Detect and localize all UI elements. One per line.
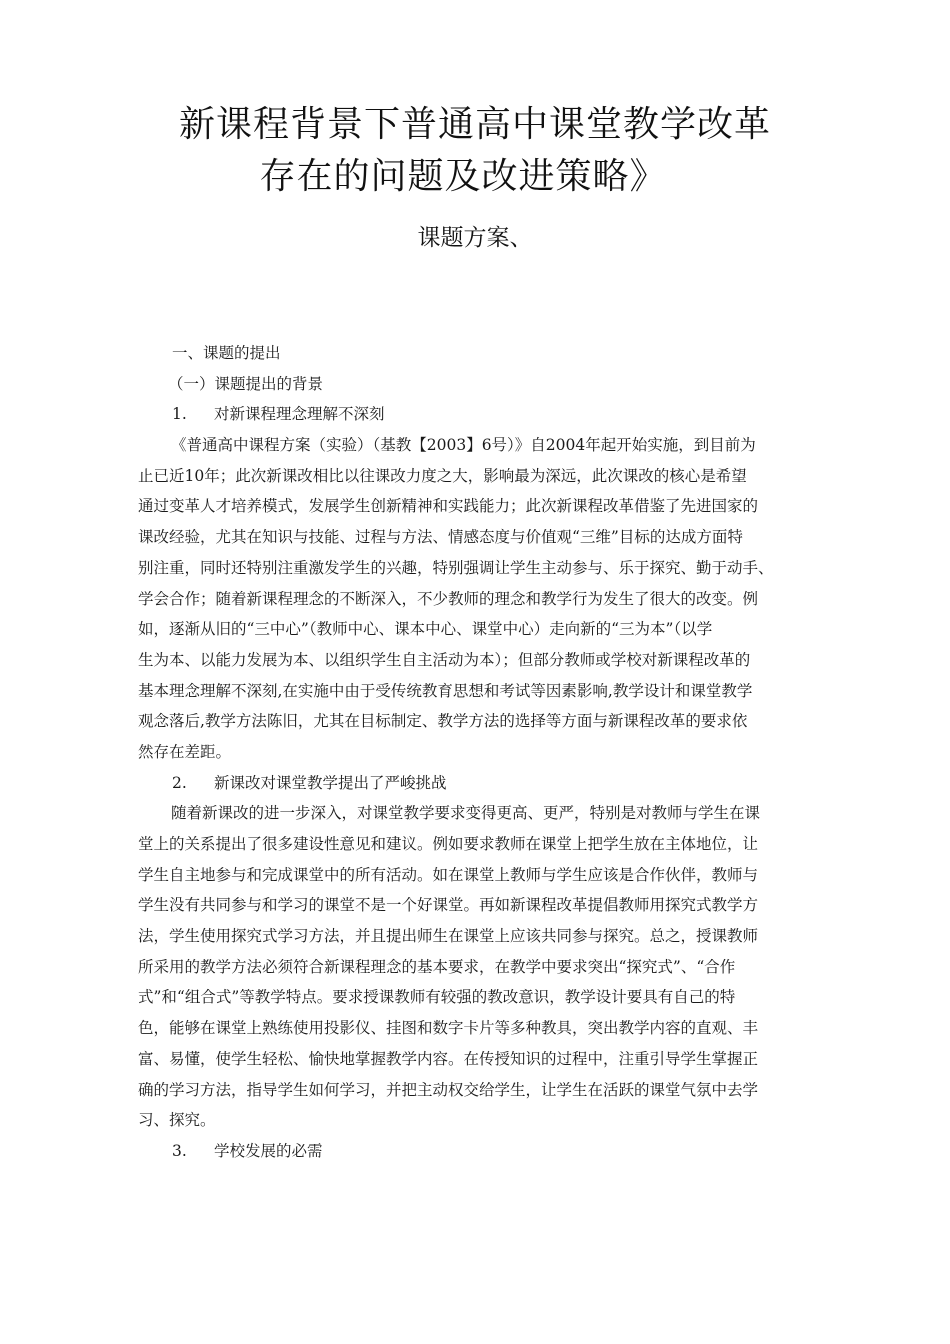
- list-item-3-text: 学校发展的必需: [214, 1141, 323, 1160]
- paragraph-1-line: 然存在差距。: [138, 742, 232, 761]
- list-item-2-text: 新课改对课堂教学提出了严峻挑战: [214, 773, 447, 792]
- paragraph-2-line: 习、探究。: [138, 1111, 216, 1130]
- paragraph-2-line: 富、易懂，使学生轻松、愉快地掌握教学内容。在传授知识的过程中，注重引导学生掌握正: [138, 1049, 759, 1068]
- title-line-2: 存在的问题及改进策略》: [259, 156, 667, 197]
- list-item-3-number: 3.: [172, 1141, 187, 1160]
- list-item-3: [138, 1136, 828, 1167]
- paragraph-2-line: 学生没有共同参与和学习的课堂不是一个好课堂。再如新课程改革提倡教师用探究式教学方: [138, 896, 759, 915]
- paragraph-1-line: 通过变革人才培养模式，发展学生创新精神和实践能力；此次新课程改革借鉴了先进国家的: [138, 497, 759, 516]
- paragraph-1-line: 学会合作；随着新课程理念的不断深入，不少教师的理念和教学行为发生了很大的改变。例: [138, 589, 759, 608]
- paragraph-1-line: 观念落后,教学方法陈旧，尤其在目标制定、教学方法的选择等方面与新课程改革的要求依: [138, 712, 748, 731]
- list-item-2-number: 2.: [172, 773, 187, 792]
- paragraph-2-line: 学生自主地参与和完成课堂中的所有活动。如在课堂上教师与学生应该是合作伙伴，教师与: [138, 865, 759, 884]
- paragraph-1-line: 生为本、以能力发展为本、以组织学生自主活动为本）；但部分教师或学校对新课程改革的: [138, 650, 751, 669]
- paragraph-2-line: 法，学生使用探究式学习方法，并且提出师生在课堂上应该共同参与探究。总之，授课教师: [138, 927, 759, 946]
- paragraph-1-line: 课改经验，尤其在知识与技能、过程与方法、情感态度与价值观“三维”目标的达成方面特: [138, 528, 743, 547]
- paragraph-2-line: 所采用的教学方法必须符合新课程理念的基本要求，在教学中要求突出“探究式”、“合作: [138, 957, 736, 976]
- paragraph-1-line: 止已近10年；此次新课改相比以往课改力度之大，影响最为深远，此次课改的核心是希望: [138, 466, 747, 485]
- paragraph-1-line: 如，逐渐从旧的“三中心”（教师中心、课本中心、课堂中心）走向新的“三为本”（以学: [138, 620, 713, 639]
- paragraph-2-line: 色，能够在课堂上熟练使用投影仪、挂图和数字卡片等多种教具，突出教学内容的直观、丰: [138, 1019, 759, 1038]
- list-item-1-text: 对新课程理念理解不深刻: [214, 405, 385, 424]
- paragraph-1-line: 别注重，同时还特别注重激发学生的兴趣，特别强调让学生主动参与、乐于探究、勤于动手、: [138, 558, 774, 577]
- list-item-2: [138, 768, 828, 799]
- subsection-heading: （一）课题提出的背景: [168, 374, 324, 393]
- document-body: [138, 338, 828, 1167]
- paragraph-2-line: 随着新课改的进一步深入，对课堂教学要求变得更高、更严，特别是对教师与学生在课: [171, 804, 761, 823]
- paragraph-1-line: 《普通高中课程方案（实验）（基教【2003】6号）》自2004年起开始实施，到目前为: [171, 436, 756, 455]
- title-line-1: 新课程背景下普通高中课堂教学改革: [178, 104, 771, 145]
- subtitle: 课题方案、: [417, 225, 533, 251]
- paragraph-2-line: 确的学习方法，指导学生如何学习，并把主动权交给学生，让学生在活跃的课堂气氛中去学: [138, 1080, 759, 1099]
- list-item-1: [138, 399, 828, 430]
- paragraph-2-line: 式”和“组合式”等教学特点。要求授课教师有较强的教改意识，教学设计要具有自己的特: [138, 988, 736, 1007]
- paragraph-1-line: 基本理念理解不深刻,在实施中由于受传统教育思想和考试等因素影响,教学设计和课堂教学: [138, 681, 753, 700]
- section-heading: 一、课题的提出: [172, 344, 281, 362]
- paragraph-2-line: 堂上的关系提出了很多建设性意见和建议。例如要求教师在课堂上把学生放在主体地位，让: [138, 835, 759, 853]
- list-item-1-number: 1.: [172, 405, 187, 424]
